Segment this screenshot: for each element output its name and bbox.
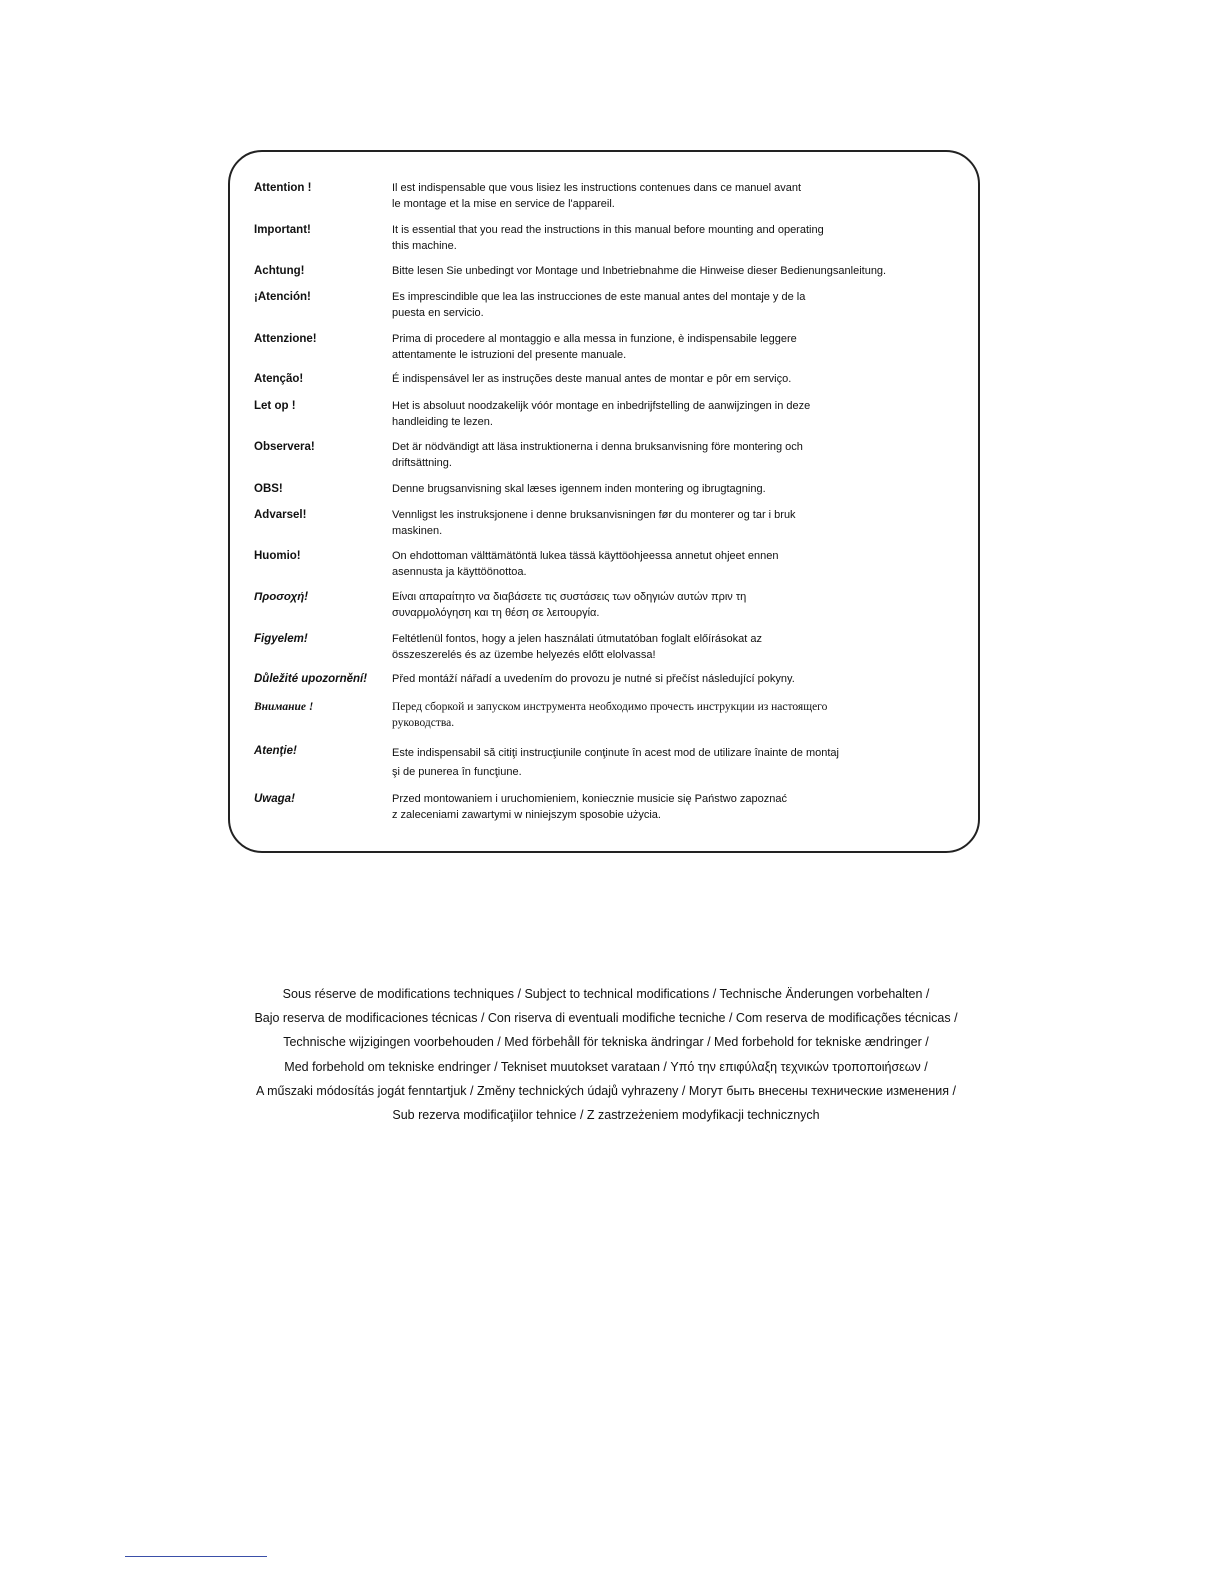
notice-label: Huomio! xyxy=(254,550,301,562)
notice-text: Vennligst les instruksjonene i denne bruksanvisningen før du monterer og tar i bruk maskinen. xyxy=(392,509,796,537)
notice-label: Atenţie! xyxy=(254,745,297,757)
notice-label: Let op ! xyxy=(254,400,296,412)
notice-label: Advarsel! xyxy=(254,509,307,521)
notice-text: Il est indispensable que vous lisiez les instructions contenues dans ce manuel avant le montage et la mise en service de l'appareil. xyxy=(392,182,802,210)
notice-text: It is essential that you read the instructions in this manual before mounting and operating this machine. xyxy=(392,224,824,252)
notice-label: Důležité upozornění! xyxy=(254,673,368,685)
notice-label: Προσοχή! xyxy=(254,591,309,603)
notice-text: Před montáží nářadí a uvedením do provozu je nutné si přečíst následující pokyny. xyxy=(392,673,795,685)
notice-text: Este indispensabil să citiţi instrucţiunile conţinute în acest mod de utilizare înainte de montaj şi de punerea în funcţiune. xyxy=(392,747,839,778)
notice-text: Denne brugsanvisning skal læses igennem inden montering og ibrugtagning. xyxy=(392,483,766,495)
notice-label: Uwaga! xyxy=(254,793,295,805)
notice-text: Det är nödvändigt att läsa instruktionerna i denna bruksanvisning före montering och driftsättning. xyxy=(392,441,803,469)
notice-label: Attention ! xyxy=(254,182,312,194)
notice-text: Είναι απαραίτητο να διαβάσετε τις συστάσεις των οδηγιών αυτών πριν τη συναρμολόγηση και τη θέση σε λειτουργία. xyxy=(392,591,747,619)
notice-label: Achtung! xyxy=(254,265,305,277)
notice-label: Внимание ! xyxy=(254,701,314,713)
notice-label: Observera! xyxy=(254,441,315,453)
technical-modifications-disclaimer: Sous réserve de modifications techniques / Subject to technical modifications / Technische Änderungen vorbehalten / Bajo reserva de modificaciones técnicas / Con riserva di eventuali modifiche tecniche / Com reserva de modificações técnicas / Technische wijzigingen voorbehouden / Med förbehåll för tekniska ändringar / Med forbehold for tekniske ændringer / Med forbehold om tekniske endringer / Tekniset muutokset varataan / Υπό την επιφύλαξη τεχνικών τροποποιήσεων / A műszaki módosítás jogát fenntartjuk / Změny technických údajů vyhrazeny / Могут быть внесены технические изменения / Sub rezerva modificaţiilor tehnice / Z zastrzeżeniem modyfikacji technicznych xyxy=(254,987,958,1123)
notice-label: Attenzione! xyxy=(254,333,317,345)
notice-label: ¡Atención! xyxy=(254,291,311,303)
notice-label: Important! xyxy=(254,224,311,236)
notice-text: On ehdottoman välttämätöntä lukea tässä käyttöohjeessa annetut ohjeet ennen asennusta ja käyttöönottoa. xyxy=(392,550,779,578)
notice-label: Atenção! xyxy=(254,373,304,385)
notice-text: Перед сборкой и запуском инструмента необходимо прочесть инструкции из настоящего руководства. xyxy=(392,701,828,729)
notice-text: Es imprescindible que lea las instrucciones de este manual antes del montaje y de la puesta en servicio. xyxy=(392,291,806,319)
notice-text: Het is absoluut noodzakelijk vóór montage en inbedrijfstelling de aanwijzingen in deze handleiding te lezen. xyxy=(392,400,811,428)
notice-text: Przed montowaniem i uruchomieniem, koniecznie musicie się Państwo zapoznać z zaleceniami zawartymi w niniejszym sposobie użycia. xyxy=(392,793,787,821)
notice-text: Prima di procedere al montaggio e alla messa in funzione, è indispensabile leggere attentamente le istruzioni del presente manuale. xyxy=(392,333,797,361)
notice-label: Figyelem! xyxy=(254,633,308,645)
footnote-divider xyxy=(125,1556,267,1557)
notice-text: Bitte lesen Sie unbedingt vor Montage und Inbetriebnahme die Hinweise dieser Bedienungsanleitung. xyxy=(392,265,887,277)
notice-text: Feltétlenül fontos, hogy a jelen használati útmutatóban foglalt előírásokat az összeszerelés és az üzembe helyezés előtt elolvassa! xyxy=(392,633,762,661)
notice-label: OBS! xyxy=(254,483,283,495)
safety-notice-box xyxy=(228,150,980,853)
notice-text: É indispensável ler as instruções deste manual antes de montar e pôr em serviço. xyxy=(392,373,792,385)
